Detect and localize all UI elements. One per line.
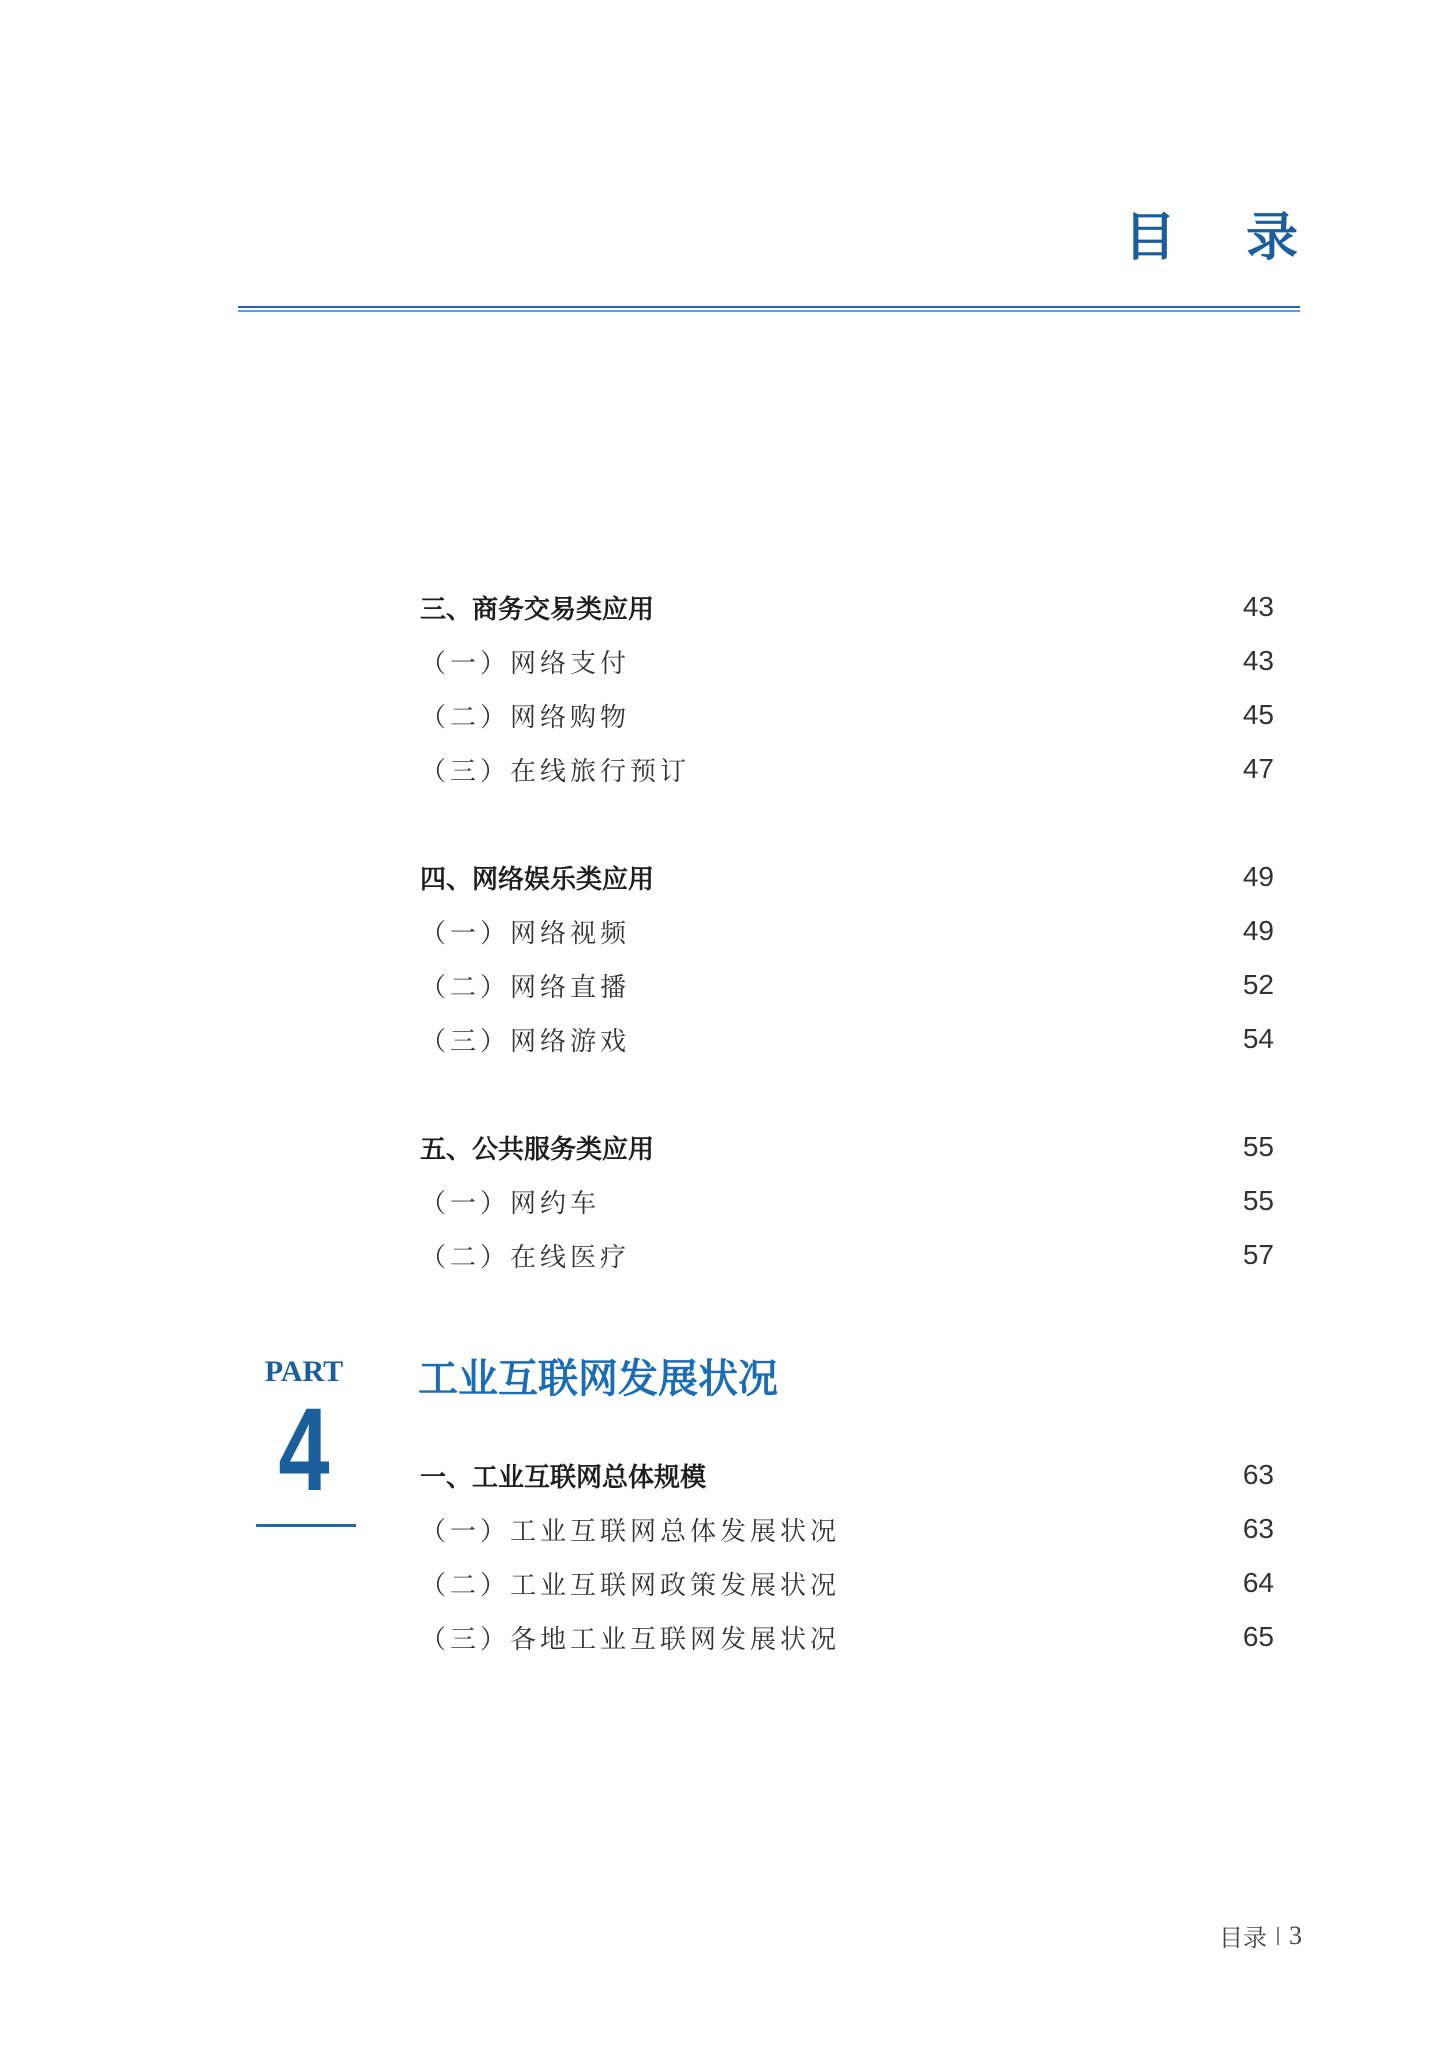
toc-section-industrial-scale[interactable] [420, 1455, 1274, 1495]
toc-section-title: 四、网络娱乐类应用 [420, 864, 655, 895]
toc-page-number: 55 [1242, 1185, 1274, 1216]
part-number: 4 [278, 1384, 330, 1516]
footer-label: 目录 [1219, 1924, 1267, 1952]
toc-item-travel-booking[interactable] [420, 749, 1274, 789]
toc-item-title: （二）工业互联网政策发展状况 [420, 1570, 841, 1601]
toc-section-public-services[interactable] [420, 1127, 1274, 1167]
toc-item-title: （一）网络视频 [420, 918, 631, 949]
footer-separator [1277, 1927, 1279, 1945]
toc-page-number: 45 [1242, 699, 1274, 730]
toc-page-number: 63 [1242, 1459, 1274, 1490]
toc-section-title: 三、商务交易类应用 [420, 594, 655, 625]
toc-item-title: （二）网络购物 [420, 702, 631, 733]
toc-item-title: （一）网络支付 [420, 648, 631, 679]
toc-page-number: 63 [1242, 1513, 1274, 1544]
toc-item-online-video[interactable] [420, 911, 1274, 951]
toc-item-industrial-overall[interactable] [420, 1509, 1274, 1549]
toc-page-number: 47 [1242, 753, 1274, 784]
toc-item-industrial-policy[interactable] [420, 1563, 1274, 1603]
toc-page-number: 64 [1242, 1567, 1274, 1598]
toc-item-online-games[interactable] [420, 1019, 1274, 1059]
toc-section-commerce[interactable] [420, 587, 1274, 627]
toc-page-number: 49 [1242, 915, 1274, 946]
toc-item-online-shopping[interactable] [420, 695, 1274, 735]
toc-section-title: 五、公共服务类应用 [420, 1134, 655, 1165]
toc-item-industrial-regional[interactable] [420, 1617, 1274, 1657]
title-divider [238, 306, 1300, 308]
toc-page-number: 49 [1242, 861, 1274, 892]
part-title[interactable]: 工业互联网发展状况 [418, 1356, 778, 1402]
toc-item-title: （二）网络直播 [420, 972, 631, 1003]
toc-page-number: 43 [1242, 591, 1274, 622]
toc-item-title: （三）各地工业互联网发展状况 [420, 1624, 841, 1655]
toc-section-title: 一、工业互联网总体规模 [420, 1462, 707, 1493]
footer-page-number: 3 [1289, 1920, 1302, 1950]
page-footer [1219, 1918, 1302, 1953]
toc-item-live-streaming[interactable] [420, 965, 1274, 1005]
page-title: 目 录 [1123, 208, 1324, 268]
toc-item-title: （一）网约车 [420, 1188, 601, 1219]
toc-page-number: 65 [1242, 1621, 1274, 1652]
toc-page-number: 43 [1242, 645, 1274, 676]
toc-page-number: 52 [1242, 969, 1274, 1000]
toc-item-online-payment[interactable] [420, 641, 1274, 681]
toc-page-number: 57 [1242, 1239, 1274, 1270]
toc-item-online-medical[interactable] [420, 1235, 1274, 1275]
toc-item-title: （三）网络游戏 [420, 1026, 631, 1057]
part-divider [256, 1524, 356, 1527]
toc-item-title: （一）工业互联网总体发展状况 [420, 1516, 841, 1547]
toc-page-number: 55 [1242, 1131, 1274, 1162]
title-divider-accent [238, 310, 1300, 312]
part-label: PART [264, 1355, 344, 1388]
toc-section-entertainment[interactable] [420, 857, 1274, 897]
toc-item-title: （二）在线医疗 [420, 1242, 631, 1273]
toc-item-ride-hailing[interactable] [420, 1181, 1274, 1221]
toc-page-number: 54 [1242, 1023, 1274, 1054]
toc-item-title: （三）在线旅行预订 [420, 756, 691, 787]
